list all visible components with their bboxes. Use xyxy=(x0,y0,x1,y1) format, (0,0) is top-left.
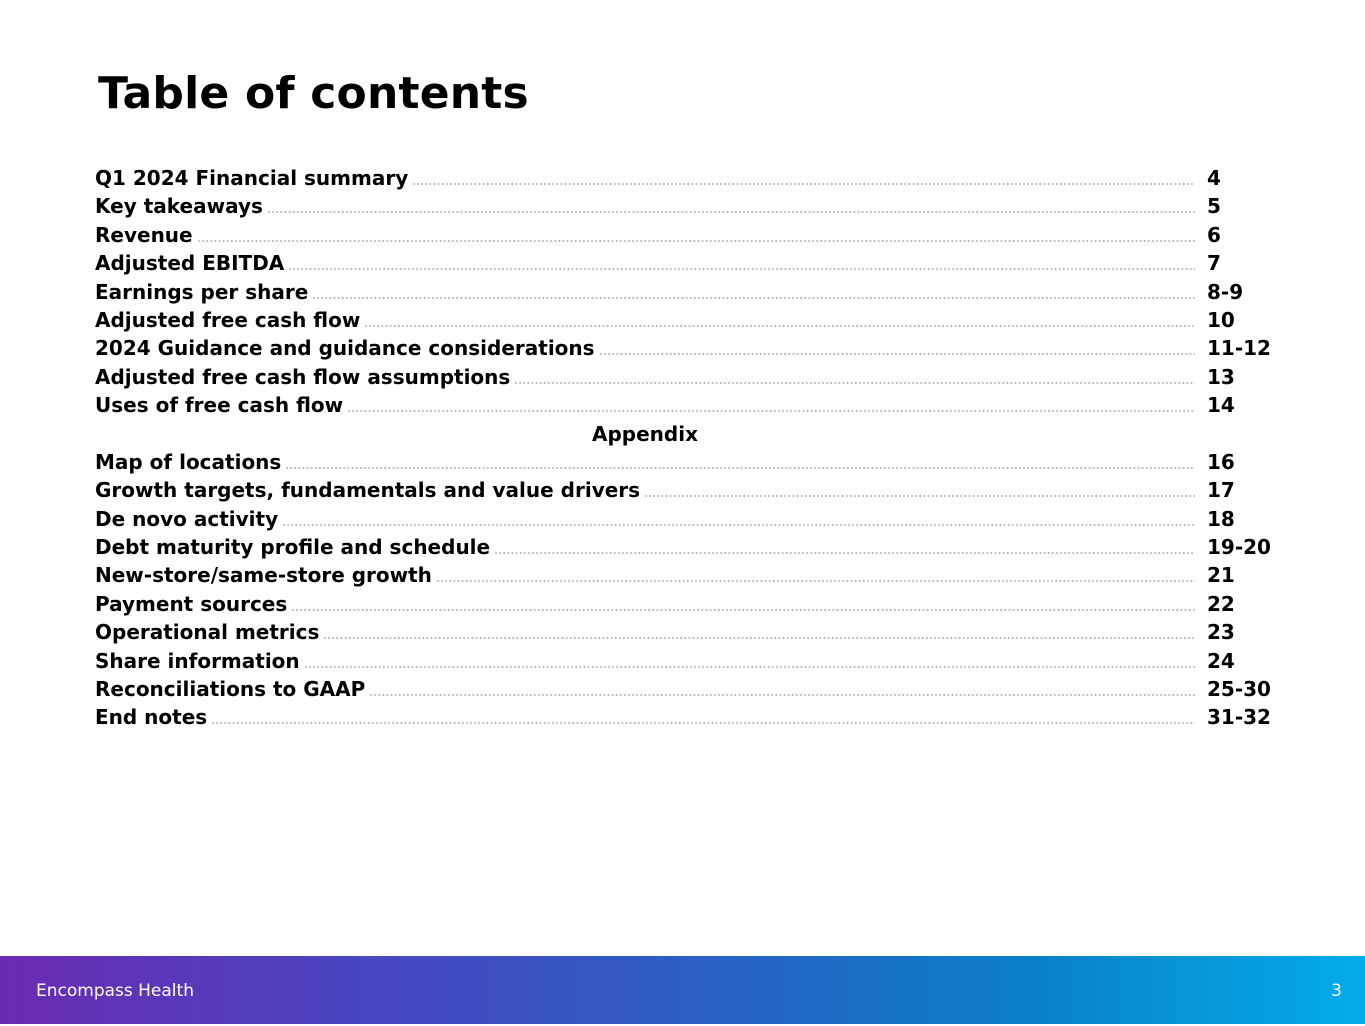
toc-entry xyxy=(95,533,1275,561)
dot-leader xyxy=(282,524,1195,526)
toc-entry-page: 8-9 xyxy=(1207,279,1244,304)
dot-leader xyxy=(304,666,1195,668)
appendix-heading: Appendix xyxy=(592,421,698,446)
toc-entry-page: 14 xyxy=(1207,393,1235,418)
toc-entry-label: Q1 2024 Financial summary xyxy=(95,166,409,190)
dot-leader xyxy=(369,694,1195,696)
toc-entry xyxy=(95,647,1275,675)
toc-entry-page: 22 xyxy=(1207,591,1235,616)
toc-entry xyxy=(95,164,1275,192)
dot-leader xyxy=(291,609,1195,611)
toc-entry xyxy=(95,249,1275,277)
toc-entry-page: 19-20 xyxy=(1207,535,1271,560)
table-of-contents xyxy=(95,164,1275,732)
toc-entry-label: Payment sources xyxy=(95,591,288,616)
toc-entry xyxy=(95,505,1275,533)
toc-entry-label: Operational metrics xyxy=(95,620,320,645)
toc-entry-label: New-store/same-store growth xyxy=(95,563,432,588)
toc-entry-label: Earnings per share xyxy=(95,279,309,304)
toc-entry-label: Key takeaways xyxy=(95,194,263,219)
toc-entry xyxy=(95,618,1275,646)
dot-leader xyxy=(288,268,1195,270)
toc-entry xyxy=(95,306,1275,334)
toc-entry-page: 10 xyxy=(1207,307,1235,332)
toc-entry-page: 23 xyxy=(1207,620,1235,645)
toc-entry-label: Adjusted free cash flow assumptions xyxy=(95,364,511,389)
toc-entry-label: Revenue xyxy=(95,222,193,247)
dot-leader xyxy=(347,410,1195,412)
dot-leader xyxy=(312,297,1195,299)
dot-leader xyxy=(436,580,1195,582)
toc-entry-label: Reconciliations to GAAP xyxy=(95,677,366,702)
toc-entry xyxy=(95,590,1275,618)
toc-entry xyxy=(95,561,1275,589)
dot-leader xyxy=(211,722,1195,724)
toc-entry-page: 11-12 xyxy=(1207,336,1271,361)
toc-entry-label: Growth targets, fundamentals and value drivers xyxy=(95,478,641,503)
toc-entry-page: 16 xyxy=(1207,449,1235,474)
footer-page-number: 3 xyxy=(1331,981,1342,1001)
toc-entry xyxy=(95,703,1275,731)
dot-leader xyxy=(514,382,1195,384)
toc-entry-page: 7 xyxy=(1207,251,1221,276)
toc-entry-label: Debt maturity profile and schedule xyxy=(95,535,491,560)
toc-entry-page: 4 xyxy=(1207,166,1221,190)
toc-entry-page: 31-32 xyxy=(1207,705,1271,730)
toc-entry-label: Adjusted EBITDA xyxy=(95,251,285,276)
toc-entry xyxy=(95,476,1275,504)
dot-leader xyxy=(285,467,1195,469)
dot-leader xyxy=(494,552,1195,554)
toc-entry-label: De novo activity xyxy=(95,506,279,531)
dot-leader xyxy=(323,637,1195,639)
toc-entry-label: Map of locations xyxy=(95,449,282,474)
toc-entry-label: Uses of free cash flow xyxy=(95,393,344,418)
dot-leader xyxy=(197,240,1195,242)
toc-entry-label: End notes xyxy=(95,705,208,730)
toc-entry-page: 13 xyxy=(1207,364,1235,389)
toc-entry xyxy=(95,278,1275,306)
toc-entry xyxy=(95,448,1275,476)
toc-entry xyxy=(95,192,1275,220)
page-title: Table of contents xyxy=(98,68,529,119)
toc-entry xyxy=(95,221,1275,249)
toc-entry-page: 25-30 xyxy=(1207,677,1271,702)
toc-entry-page: 18 xyxy=(1207,506,1235,531)
dot-leader xyxy=(364,325,1195,327)
toc-entry-page: 6 xyxy=(1207,222,1221,247)
toc-entry xyxy=(95,391,1275,419)
footer-brand: Encompass Health xyxy=(36,981,194,1001)
toc-entry-label: Adjusted free cash flow xyxy=(95,307,361,332)
dot-leader xyxy=(644,495,1195,497)
toc-entry xyxy=(95,363,1275,391)
toc-entry xyxy=(95,675,1275,703)
dot-leader xyxy=(267,211,1195,213)
toc-entry-page: 24 xyxy=(1207,648,1235,673)
toc-entry-page: 21 xyxy=(1207,563,1235,588)
footer-bar xyxy=(0,956,1365,1024)
dot-leader xyxy=(412,183,1195,185)
toc-entry xyxy=(95,334,1275,362)
toc-entry-page: 5 xyxy=(1207,194,1221,219)
toc-entry-label: Share information xyxy=(95,648,300,673)
toc-entry-label: 2024 Guidance and guidance considerations xyxy=(95,336,595,361)
toc-entry-page: 17 xyxy=(1207,478,1235,503)
dot-leader xyxy=(599,353,1195,355)
